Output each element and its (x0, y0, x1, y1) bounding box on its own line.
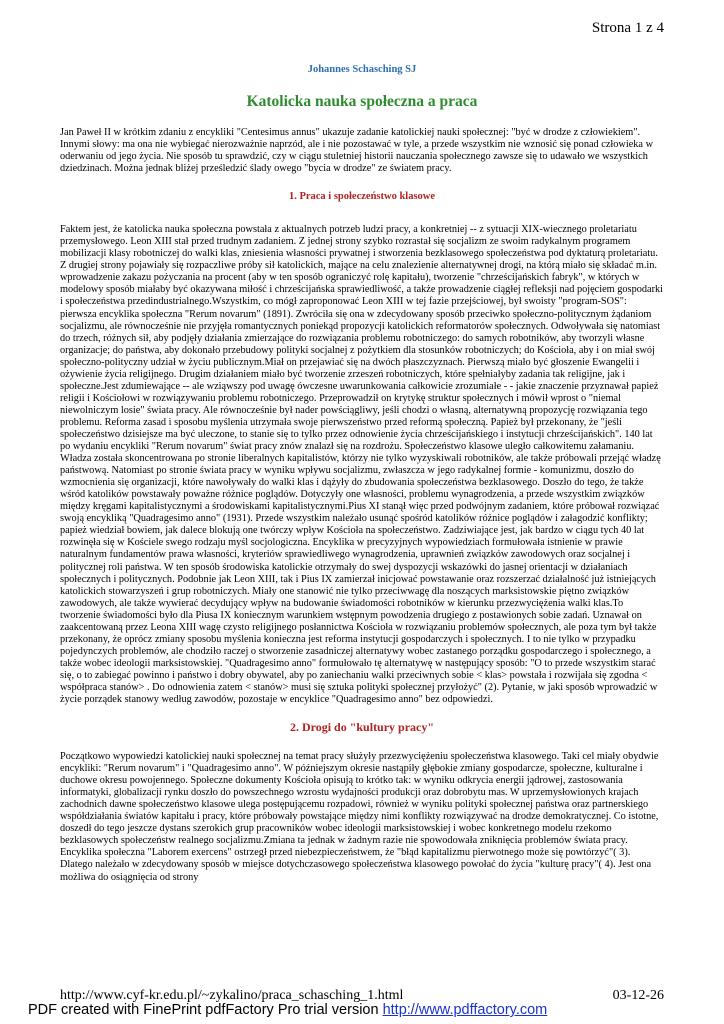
footer-url: http://www.cyf-kr.edu.pl/~zykalino/praca_schasching_1.html (60, 988, 404, 1003)
article-author: Johannes Schasching SJ (307, 64, 417, 75)
footer-date: 03-12-26 (612, 988, 664, 1003)
page-number-label: Strona 1 z 4 (591, 20, 664, 36)
pdf-factory-link[interactable]: http://www.pdffactory.com (382, 1002, 548, 1018)
pdf-banner-text: PDF created with FinePrint pdfFactory Pro trial version (28, 1002, 379, 1018)
section-2-heading: 2. Drogi do "kultury pracy" (289, 720, 435, 735)
pdf-watermark-banner (28, 1002, 547, 1018)
section-1-heading: 1. Praca i społeczeństwo klasowe (288, 191, 436, 203)
article-title: Katolicka nauka społeczna a praca (246, 93, 478, 110)
intro-paragraph: Jan Paweł II w krótkim zdaniu z encykliki "Centesimus annus" ukazuje zadanie katolickiej nauki społecznej: "być w drodze z człowiekiem". Innymi słowy: ma ona nie wybiegać nierozważnie naprzód, ale i nie pozostawać w tyle, a przede wszystkim nie wznosić się ponad człowieka w oderwaniu od jego życia. Nie sposób tu sprawdzić, czy w ciągu stuletniej historii nauczania społecznego zawsze się to udawało we wszystkich dziedzinach. Można jednak bliżej prześledzić ślady owego "bycia w drodze" ze światem pracy. (60, 127, 654, 175)
article (60, 64, 664, 884)
section-1-paragraph: Faktem jest, że katolicka nauka społeczna powstała z aktualnych potrzeb ludzi pracy, a konkretniej -- z sytuacji XIX-wiecznego proletariatu przemysłowego. Leon XIII stał przed trudnym zadaniem. Z jednej strony szybko rozrastał się socjalizm ze swoim radykalnym programem mobilizacji klasy robotniczej do walki klas, zniesienia własności prywatnej i stworzenia bezklasowego społeczeństwa pod dyktaturą proletariatu. Z drugiej strony pojawiały się rozpaczliwe próby sił katolickich, mające na celu znalezienie alternatywnej drogi, na którą miało się składać m.in. wprowadzenie zakazu pożyczania na procent (aby w ten sposób ograniczyć rolę kapitału), tworzenie "chrześcijańskich fabryk", w których w modelowy sposób miałaby być okazywana miłość i chrześcijańska sprawiedliwość, a także prowadzenie ciągłej refleksji nad pojęciem gospodarki i społeczeństwa przedindustrialnego.Wszystkim, co mógł zaproponować Leon XIII w tej fazie przejściowej, był swoisty "program-SOS": pierwsza encyklika społeczna "Rerum novarum" (1891). Zwróciła się ona w zdecydowany sposób przeciwko społeczno-politycznym żądaniom socjalizmu, ale równocześnie nie przyjęła romantycznych poniekąd propozycji katolickich reformatorów społecznych. Odwoływała się natomiast do trzech, różnych sił, aby podjęły działania zmierzające do rozwiązania problemu robotniczego: do samych robotników, aby tworzyli własne organizacje; do państwa, aby dokonało przebudowy polityki socjalnej z pożytkiem dla stosunków robotniczych; do Kościoła, aby i on miał swój społeczno-polityczny udział w życiu publicznym.Miał on przejawiać się na dwóch płaszczyznach. Pierwszą miało być głoszenie Ewangelii i ożywienie życia religijnego. Drugim działaniem miało być tworzenie zrzeszeń robotniczych, które spełniałyby zadania tak religijne, jak i społeczne.Jest zdumiewające -- ale wziąwszy pod uwagę ówczesne uwarunkowania całkowicie zrozumiałe - - jakie znaczenie przyznawał papież religii i Kościołowi w rozwiązywaniu problemu robotniczego. Przeprowadził on krytykę struktur społecznych i mówił wprost o "niemal niewolniczym losie" świata pracy. Ale równocześnie był nader powściągliwy, jeśli chodzi o własną, alternatywną propozycję rozwiązania tego problemu. Reforma zasad i sposobu myślenia utrzymała swoje pierwszeństwo przed reformą społeczną. Papież był przekonany, że "jeśli społeczeństwo dzisiejsze ma być uleczone, to stanie się to tylko przez odnowienie życia chrześcijańskiego i instytucji chrześcijańskich". 140 lat po wydaniu encykliki "Rerum novarum" świat pracy znów znalazł się na rozdrożu. Społeczeństwo klasowe uległo całkowitemu załamaniu. Władza została skoncentrowana po stronie liberalnych kapitalistów, którzy nie tylko wyzyskiwali robotników, ale także próbowali przejąć władzę państwową. Natomiast po stronie świata pracy w wyniku wpływu socjalizmu, zwłaszcza w jego radykalnej formie - komunizmu, doszło do wzmocnienia się organizacji, które nawoływały do walki klas i dążyły do zbudowania społeczeństwa bezklasowego. Doszło do tego, że także wśród katolików powstawały poważne różnice poglądów. Dotyczyły one własności, problemu wynagrodzenia, a przede wszystkim związków między kręgami kapitalistycznymi a środowiskami kapitalistycznymi.Pius XI stanął więc przed podwójnym zadaniem, które próbował rozwiązać swoją encykliką "Quadragesimo anno" (1931). Przede wszystkim należało usunąć spośród katolików różnice poglądów i załagodzić konflikty; papież wiedział bowiem, jak dalece blokują one twórczy wpływ Kościoła na społeczeństwo. Zadziwiające jest, jak bardzo w ciągu tych 40 lat rozwinęła się w Kościele swego rodzaju myśl socjologiczna. Encyklika w precyzyjnych wypowiedziach formułowała istnienie w prawie naturalnym fundamentów prawa własności, kryteriów sprawiedliwego wynagrodzenia, uprawnień związków zawodowych oraz socjalnej i politycznej roli państwa. W ten sposób środowiska katolickie otrzymały do swej dyspozycji wskazówki do jasnej orientacji w działaniach społecznych i politycznych. Podobnie jak Leon XIII, tak i Pius IX zamierzał inicjować powstawanie oraz rozszerzać działalność już istniejących katolickich stowarzyszeń i grup robotniczych. Miały one stanowić nie tylko przeciwwagę dla noszących marksistowskie piętno związków zawodowych, ale także wywierać decydujący wpływ na budowanie świadomości robotników w kierunku przezwyciężenia walki klas.To tworzenie świadomości było dla Piusa IX koniecznym warunkiem wstępnym powodzenia drugiego z postawionych sobie zadań. Uznawał on zaakcentowaną przez Leona XIII wagę czysto religijnego posłannictwa Kościoła w rozwiązaniu problemów społecznych, ale poza tym był także przekonany, że oprócz zmiany sposobu myślenia konieczna jest reforma instytucji gospodarczych i społecznych. I to nie tylko w przypadku pojedynczych problemów, ale chodziło raczej o stworzenie zasadniczej alternatywy wobec zastanego porządku gospodarczego i społecznego, a także wobec ideologii marksistowskiej. "Quadragesimo anno" formułowało tę alternatywę w następujący sposób: "O to przede wszystkim starać się, o to zabiegać powinno i państwo i dobry obywatel, aby po zaniechaniu walki przeciwnych sobie < klas> powstała i rozwijała się zgodna < współpraca stanów> . Do odnowienia zatem < stanów> musi się sztuka polityki społecznej przyłożyć" (2). Pytanie, w jaki sposób wprowadzić w życie porządek stanowy według zawodów, pozostaje w encyklice "Quadragesimo anno" bez odpowiedzi. (60, 224, 664, 706)
section-2-paragraph: Początkowo wypowiedzi katolickiej nauki społecznej na temat pracy służyły przezwyciężeniu społeczeństwa klasowego. Taki cel miały obydwie encykliki: "Rerum novarum" i "Quadragesimo anno". W późniejszym okresie nastąpiły głębokie zmiany gospodarcze, społeczne, kulturalne i duchowe okresu powojennego. Społeczne dokumenty Kościoła opisują to krótko tak: w wyniku odkrycia energii jądrowej, zastosowania informatyki, globalizacji rynku doszło do powszechnego wzrostu wydajności produkcji oraz dobrobytu mas. W uprzemysłowionych krajach zachodnich dawne społeczeństwo klasowe ulega postępującemu rozpadowi, również w wyniku polityki społecznej państwa oraz partnerskiego współdziałania światów kapitału i pracy, które próbowały powstające między nimi konflikty rozwiązywać na drodze demokratycznej. Co istotne, doszedł do tego jeszcze dystans szerokich grup pracowników wobec ideologii marksistowskiej i wobec konkretnego modelu rzekomo bezklasowych społeczeństw realnego socjalizmu.Zmiana ta jednak w żadnym razie nie spowodowała zniknięcia problemów świata pracy. Encyklika społeczna "Laborem exercens" ostrzegł przed niebezpieczeństwem, że "błąd kapitalizmu pierwotnego może się powtórzyć"( 3). Dlatego należało w zdecydowany sposób w miejsce dotychczasowego społeczeństwa klasowego powołać do życia "kulturę pracy"( 4). Jest ona możliwa do osiągnięcia od strony (60, 751, 659, 883)
